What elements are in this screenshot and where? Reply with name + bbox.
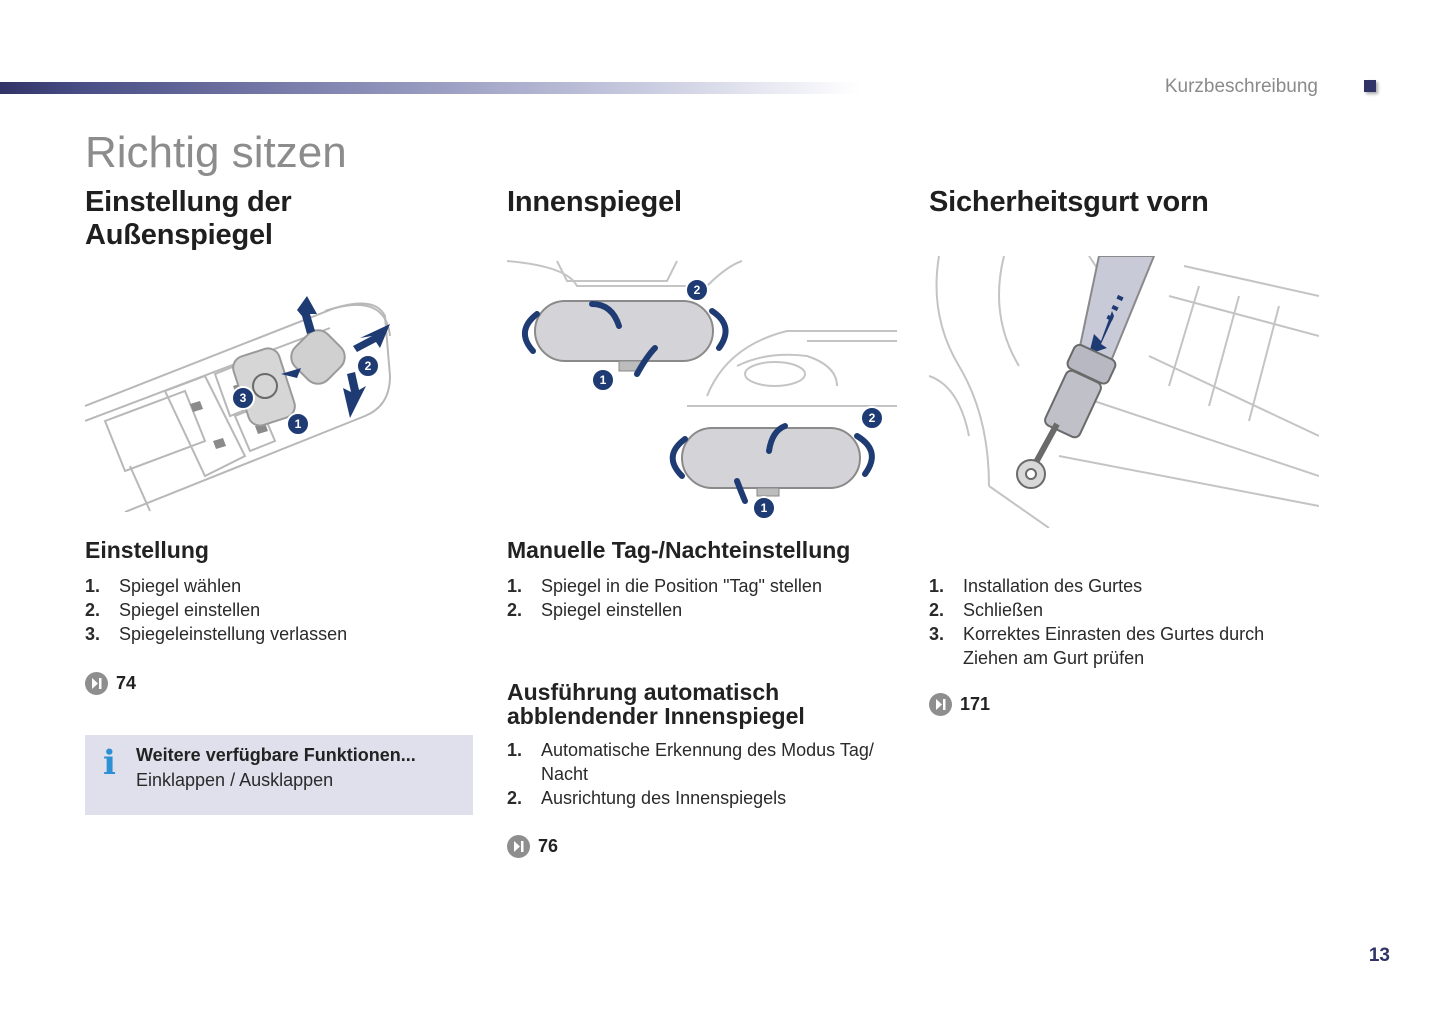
callout-2 (357, 355, 379, 377)
steps-list (929, 574, 1349, 670)
callout-1 (753, 497, 775, 519)
page-link-icon (929, 693, 952, 716)
list-item: 3. Korrektes Einrasten des Gurtes durch Ziehen am Gurt prüfen (929, 624, 1265, 668)
list-item: 1. Spiegel wählen (85, 576, 242, 596)
column-interior-mirror (507, 186, 907, 856)
steps-list (85, 574, 347, 646)
svg-text:2: 2 (693, 283, 701, 297)
column-exterior-mirrors (85, 186, 485, 693)
list-item: 1. Installation des Gurtes (929, 576, 1143, 596)
steps-list (507, 738, 907, 810)
list-item: 2. Spiegel einstellen (507, 600, 683, 620)
interior-mirror-illustration (507, 256, 897, 522)
page-reference[interactable] (507, 834, 558, 858)
subheading-automatic: Ausführung automatisch abblendender Innenspiegel (507, 679, 805, 729)
column-title: Sicherheitsgurt vorn (929, 186, 1209, 218)
subheading-manual: Manuelle Tag-/Nachteinstellung (507, 537, 851, 563)
svg-text:2: 2 (364, 359, 372, 373)
page-number: 13 (1368, 945, 1390, 966)
svg-text:1: 1 (599, 373, 607, 387)
svg-text:2: 2 (868, 411, 876, 425)
page-reference-number: 171 (960, 693, 991, 714)
column-title: Einstellung der Außenspiegel (85, 186, 292, 251)
subheading-einstellung: Einstellung (85, 537, 209, 563)
info-title: Weitere verfügbare Funktionen... (136, 745, 416, 765)
list-item: 2. Schließen (929, 600, 1044, 620)
page-link-icon (507, 835, 530, 858)
page-link-icon (85, 672, 108, 695)
svg-text:3: 3 (239, 391, 247, 405)
list-item: 1. Automatische Erkennung des Modus Tag/ Nacht (507, 740, 874, 784)
list-item: 2. Ausrichtung des Innenspiegels (507, 788, 787, 808)
steps-list (507, 574, 822, 622)
column-seatbelt (929, 186, 1349, 714)
callout-2 (686, 279, 708, 301)
page-reference-number: 74 (116, 672, 137, 693)
column-title: Innenspiegel (507, 186, 682, 218)
callout-2 (861, 407, 883, 429)
page-title: Richtig sitzen (85, 128, 347, 177)
section-label: Kurzbeschreibung (1164, 76, 1318, 97)
callout-1 (592, 369, 614, 391)
list-item: 3. Spiegeleinstellung verlassen (85, 624, 348, 644)
header-gradient-bar (0, 82, 860, 94)
svg-text:1: 1 (760, 501, 768, 515)
section-marker-icon (1364, 80, 1376, 92)
list-item: 1. Spiegel in die Position "Tag" stellen (507, 576, 822, 596)
seatbelt-illustration (929, 256, 1319, 528)
svg-text:1: 1 (294, 417, 302, 431)
info-box (85, 735, 473, 815)
exterior-mirror-control-illustration (85, 256, 475, 512)
page-reference-number: 76 (538, 835, 559, 856)
info-icon: i (103, 743, 116, 783)
list-item: 2. Spiegel einstellen (85, 600, 261, 620)
info-text: Einklappen / Ausklappen (136, 770, 334, 790)
callout-3 (232, 387, 254, 409)
page-reference[interactable] (85, 671, 136, 695)
page-reference[interactable] (929, 692, 990, 716)
callout-1 (287, 413, 309, 435)
